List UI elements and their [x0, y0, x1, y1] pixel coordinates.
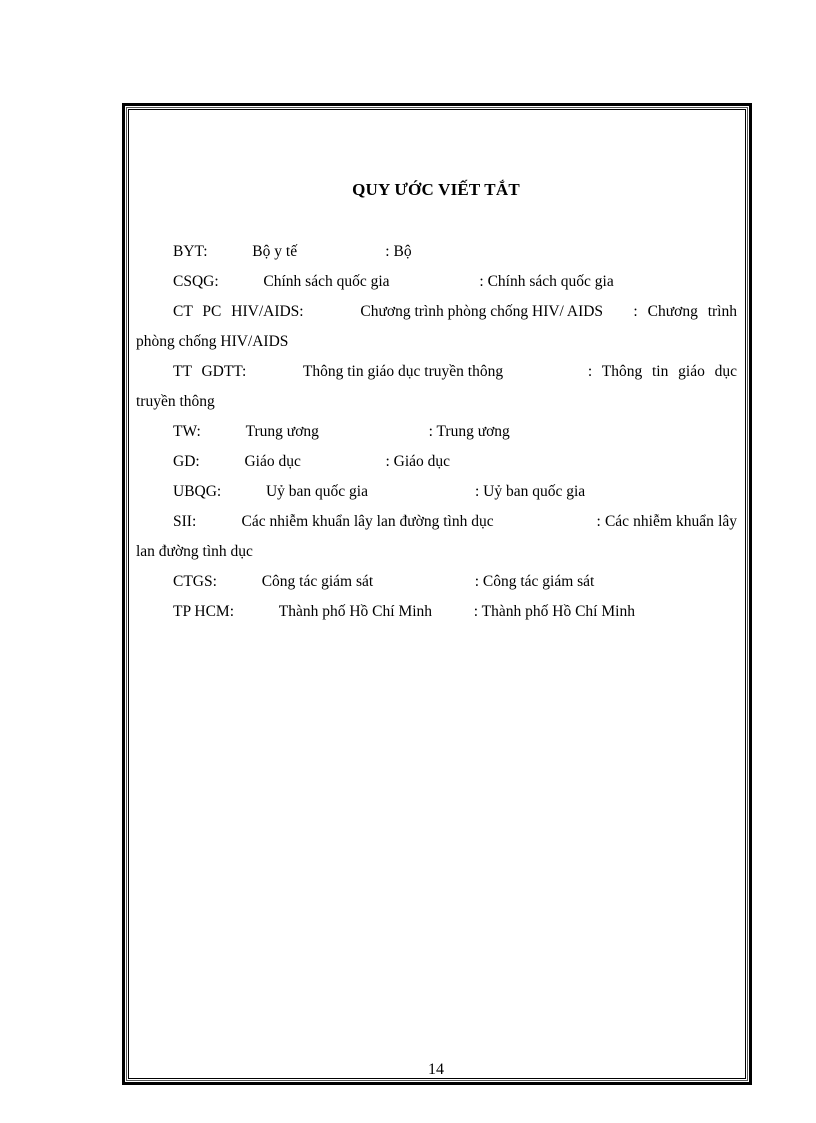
- abbreviation-code: UBQG:: [173, 483, 222, 500]
- abbreviation-list: [136, 237, 737, 627]
- abbreviation-code: SII:: [173, 513, 197, 530]
- abbreviation-entry: [136, 267, 737, 297]
- abbreviation-entry: [136, 507, 737, 567]
- page-title: QUY ƯỚC VIẾT TẮT: [352, 180, 520, 199]
- abbreviation-code: CSQG:: [173, 273, 219, 290]
- abbreviation-entry: [136, 567, 737, 597]
- abbreviation-entry: [136, 417, 737, 447]
- abbreviation-definition: : Giáo dục: [385, 453, 451, 470]
- abbreviation-code: TT GDTT:: [173, 363, 247, 380]
- abbreviation-entry: [136, 237, 737, 267]
- abbreviation-expansion: Chương trình phòng chống HIV/ AIDS: [360, 303, 604, 320]
- abbreviation-definition: : Trung ương: [428, 423, 510, 440]
- abbreviation-definition: : Uỷ ban quốc gia: [474, 483, 586, 500]
- abbreviation-expansion: Các nhiễm khuẩn lây lan đường tình dục: [241, 513, 494, 530]
- abbreviation-entry: [136, 597, 737, 627]
- abbreviation-expansion: Bộ y tế: [252, 243, 298, 260]
- abbreviation-definition: : Thông tin giáo dục truyền thông: [136, 363, 737, 410]
- abbreviation-code: TW:: [173, 423, 201, 440]
- abbreviation-definition: : Chính sách quốc gia: [479, 273, 614, 290]
- abbreviation-expansion: Trung ương: [245, 423, 319, 440]
- page-number: 14: [428, 1061, 444, 1078]
- abbreviation-entry: [136, 477, 737, 507]
- abbreviation-definition: : Thành phố Hồ Chí Minh: [473, 603, 635, 620]
- abbreviation-code: BYT:: [173, 243, 208, 260]
- abbreviation-definition: : Công tác giám sát: [474, 573, 595, 590]
- abbreviation-code: CTGS:: [173, 573, 217, 590]
- abbreviation-entry: [136, 297, 737, 357]
- abbreviation-definition: : Các nhiễm khuẩn lây lan đường tình dục: [136, 513, 737, 560]
- abbreviation-entry: [136, 447, 737, 477]
- abbreviation-code: TP HCM:: [173, 603, 235, 620]
- abbreviation-definition: : Chương trình phòng chống HIV/AIDS: [136, 303, 737, 350]
- abbreviation-expansion: Giáo dục: [244, 453, 301, 470]
- abbreviation-expansion: Thông tin giáo dục truyền thông: [302, 363, 504, 380]
- abbreviation-expansion: Thành phố Hồ Chí Minh: [278, 603, 433, 620]
- abbreviation-expansion: Uỷ ban quốc gia: [265, 483, 368, 500]
- abbreviation-entry: [136, 357, 737, 417]
- abbreviation-code: GD:: [173, 453, 200, 470]
- abbreviation-code: CT PC HIV/AIDS:: [173, 303, 304, 320]
- abbreviation-expansion: Công tác giám sát: [261, 573, 374, 590]
- abbreviation-expansion: Chính sách quốc gia: [263, 273, 390, 290]
- abbreviation-definition: : Bộ: [385, 243, 412, 260]
